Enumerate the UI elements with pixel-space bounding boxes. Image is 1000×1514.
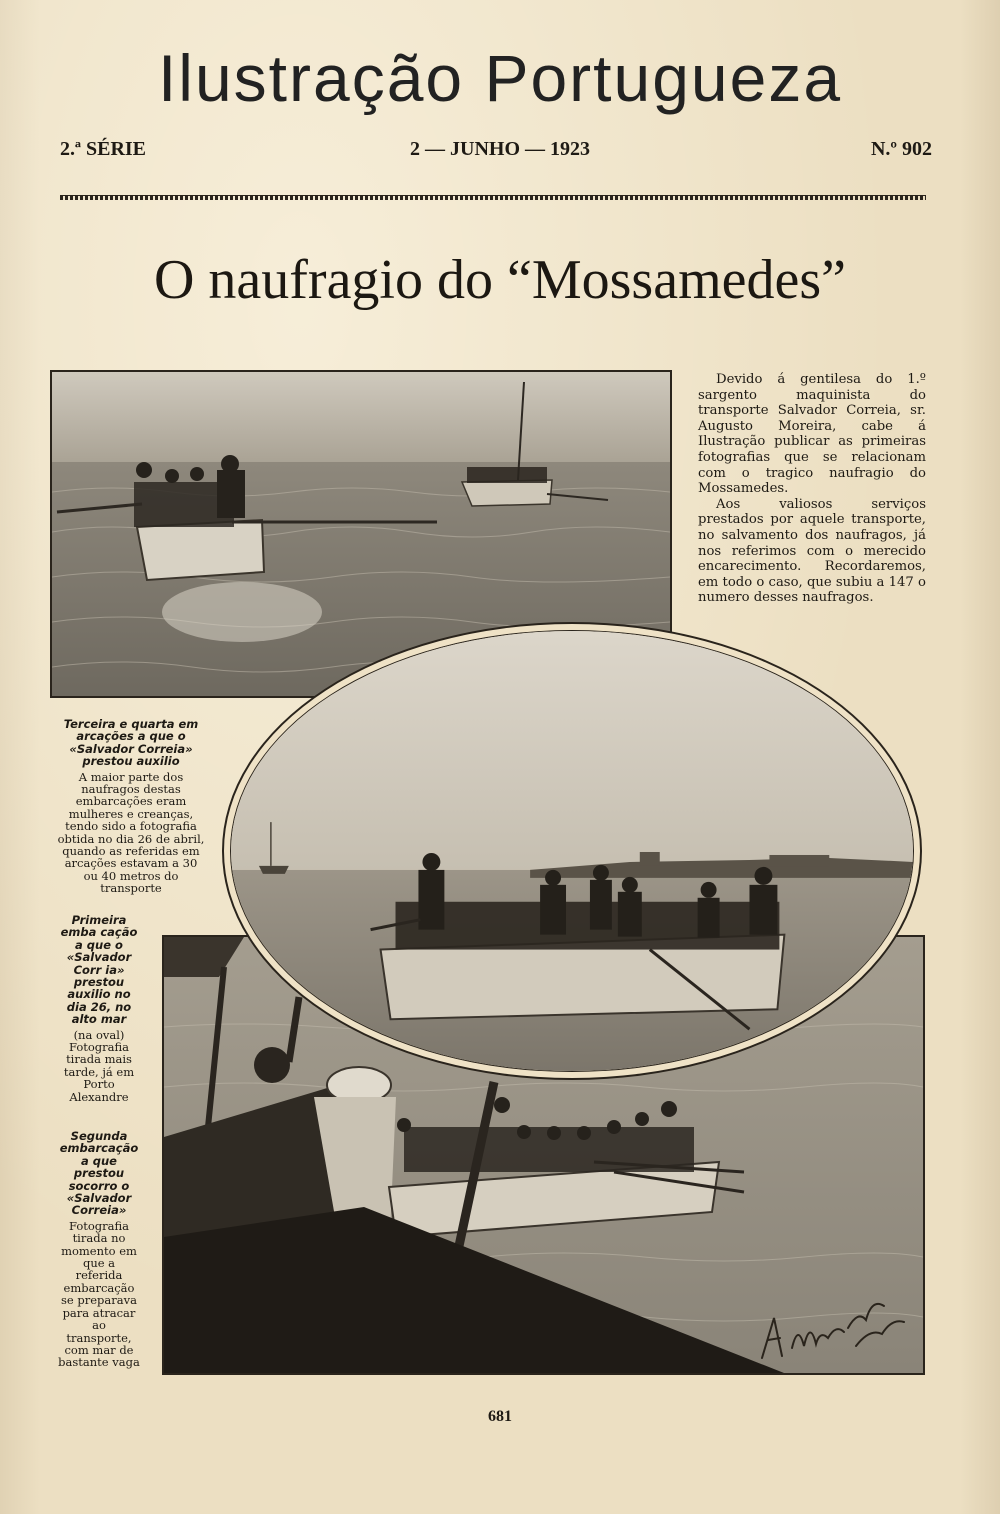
caption-title: Primeira emba cação a que o «Salvador Corr ia» prestou auxilio no dia 26, no alto mar [60, 913, 138, 1027]
masthead-title: Ilustração Portugueza [157, 41, 843, 115]
caption-third-fourth-boats [56, 718, 206, 895]
page-number: 681 [488, 1408, 512, 1425]
photographer-signature [752, 1248, 912, 1368]
caption-body: (na oval) Fotografia tirada mais tarde, já em Porto Alexandre [63, 1027, 135, 1104]
caption-title: Segunda embarcação a que prestou socorro o «Salvador Correia» [59, 1129, 139, 1218]
issue-date: 2 — JUNHO — 1923 [410, 138, 590, 160]
caption-body: A maior parte dos naufragos destas embarcações eram mulheres e creanças, tendo sido a fotografia obtida no dia 26 de abril, quando as referidas em arcações estavam a 30 ou 40 metros do transporte [57, 769, 205, 896]
caption-second-boat [58, 1130, 140, 1369]
intro-paragraph: Devido á gentilesa do 1.º sargento maquinista do transporte Salvador Correia, sr. Augusto Moreira, cabe á Ilustração publicar as primeiras fotografias que se relacionam com o tragico naufragio do Mossamedes. [698, 372, 926, 497]
header-rule [60, 195, 926, 200]
series-label: 2.ª SÉRIE [60, 138, 147, 160]
article-headline: O naufragio do “Mossamedes” [153, 249, 846, 311]
issue-number: N.º 902 [870, 138, 932, 160]
photo-first-boat-oval [230, 630, 914, 1072]
caption-title: Terceira e quarta em arcações a que o «Salvador Correia» prestou auxilio [63, 717, 199, 769]
article-intro [698, 372, 926, 606]
intro-paragraph: Aos valiosos serviços prestados por aquele transporte, no salvamento dos naufragos, já nos referimos com o merecido encarecimento. Recordaremos, em todo o caso, que subiu a 147 o numero desses naufragos. [698, 496, 926, 606]
caption-body: Fotografia tirada no momento em que a referida embarcação se preparava para atracar ao transporte, com mar de bastante vaga [58, 1218, 140, 1370]
oval-photo-frame [222, 622, 922, 1080]
caption-first-boat [58, 914, 140, 1103]
